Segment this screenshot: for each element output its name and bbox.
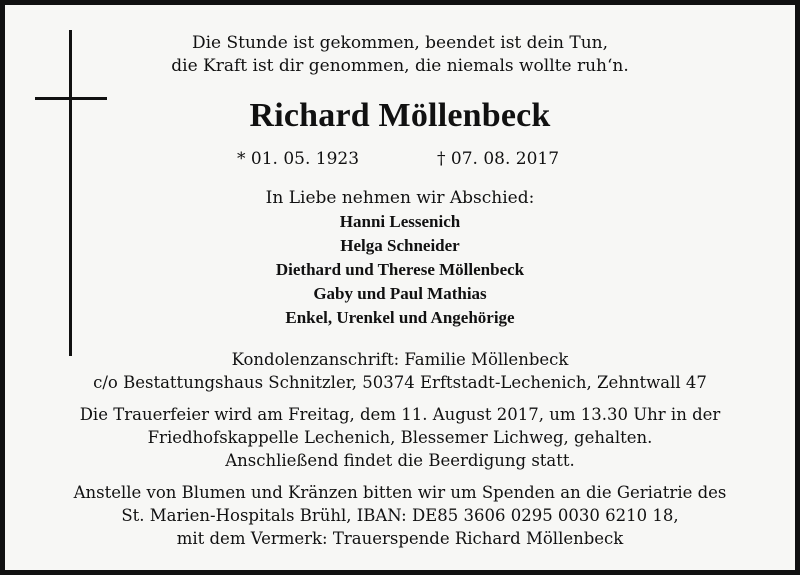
donation-line-1: Anstelle von Blumen und Kränzen bitten wir um Spenden an die Geriatrie des <box>73 483 727 502</box>
mourner-name: Gaby und Paul Mathias <box>313 284 487 303</box>
condolence-address-line-1: Kondolenzanschrift: Familie Möllenbeck <box>231 350 569 369</box>
verse-line-2: die Kraft ist dir genommen, die niemals wollte ruh‘n. <box>171 56 629 76</box>
death-date: † 07. 08. 2017 <box>437 149 560 169</box>
ceremony-line-2: Friedhofskappelle Lechenich, Blessemer Lichweg, gehalten. <box>147 428 653 447</box>
ceremony-line-1: Die Trauerfeier wird am Freitag, dem 11. August 2017, um 13.30 Uhr in der <box>79 405 721 424</box>
mourners-intro: In Liebe nehmen wir Abschied: <box>265 188 535 208</box>
mourner-name: Helga Schneider <box>340 236 460 255</box>
birth-date: * 01. 05. 1923 <box>237 149 360 169</box>
verse-line-1: Die Stunde ist gekommen, beendet ist dein Tun, <box>191 33 609 53</box>
mourner-name: Enkel, Urenkel und Angehörige <box>285 308 515 327</box>
ceremony-line-3: Anschließend findet die Beerdigung statt. <box>225 451 575 470</box>
donation-line-2: St. Marien-Hospitals Brühl, IBAN: DE85 3606 0295 0030 6210 18, <box>121 506 679 525</box>
condolence-address-line-2: c/o Bestattungshaus Schnitzler, 50374 Erftstadt-Lechenich, Zehntwall 47 <box>93 373 707 392</box>
mourner-name: Hanni Lessenich <box>339 212 461 231</box>
deceased-name: Richard Möllenbeck <box>249 97 551 134</box>
donation-line-3: mit dem Vermerk: Trauerspende Richard Möllenbeck <box>176 529 624 548</box>
mourner-name: Diethard und Therese Möllenbeck <box>275 260 525 279</box>
